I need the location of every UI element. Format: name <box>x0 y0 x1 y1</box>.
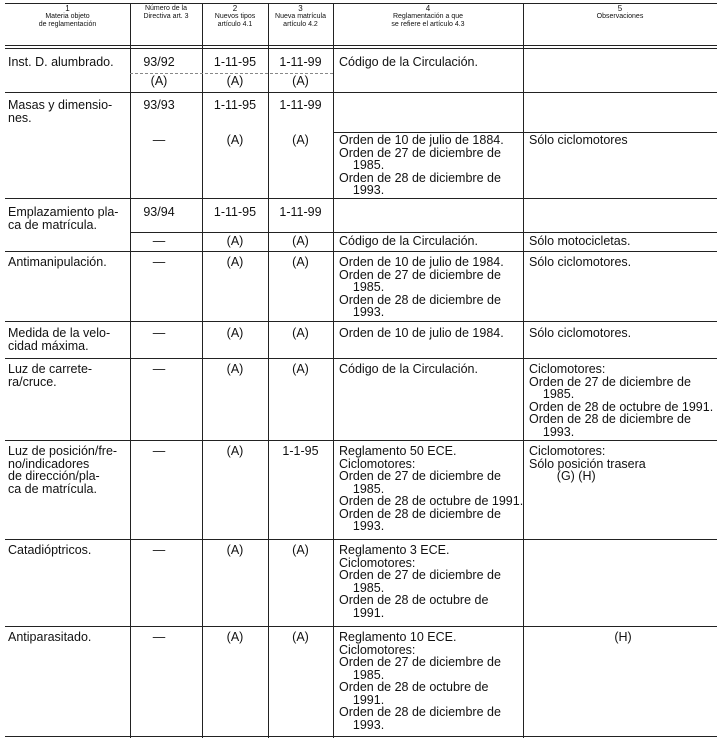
regulation-line: Orden de 10 de julio de 1984. <box>339 255 504 269</box>
header-cell <box>268 5 333 29</box>
regulation-line: 1985. <box>339 667 385 682</box>
header-line-2: se refiere el artículo 4.3 <box>391 21 465 28</box>
regulation-line: Orden de 28 de octubre de 1991. <box>339 494 524 508</box>
directiva-number: — <box>152 234 166 248</box>
regulation-line: Código de la Circulación. <box>339 362 478 376</box>
regulation-line: Orden de 28 de octubre de <box>339 593 489 607</box>
new-registration-date: 1-11-99 <box>279 55 322 69</box>
regulation-line: Orden de 27 de diciembre de <box>339 469 501 483</box>
row-bottom-rule <box>5 198 717 199</box>
row-bottom-rule <box>5 251 717 252</box>
header-cell <box>202 5 268 29</box>
regulation-line: Orden de 27 de diciembre de <box>339 655 501 669</box>
new-registration-date: 1-11-99 <box>279 98 322 112</box>
observation-line: Sólo ciclomotores. <box>529 255 632 269</box>
regulation-line: 1985. <box>339 280 385 294</box>
header-line-2: artículo 4.2 <box>283 21 318 28</box>
new-types-date: 1-11-95 <box>213 205 257 219</box>
column-rule <box>333 3 334 738</box>
header-cell <box>333 5 523 29</box>
directiva-number: 93/92 <box>143 55 175 69</box>
new-types-date: (A) <box>226 630 244 644</box>
header-line-2: artículo 4.1 <box>217 21 253 28</box>
regulation-line: 1993. <box>339 183 385 197</box>
materia-text: nes. <box>8 110 32 125</box>
regulation-line: Orden de 28 de octubre de <box>339 680 489 694</box>
header-line-1: Nuevos tipos <box>214 13 256 20</box>
header-bottom-rule <box>5 45 717 46</box>
new-registration-date: 1-11-99 <box>279 205 322 219</box>
row-bottom-rule <box>5 736 717 737</box>
header-line-1: Materia objeto <box>45 13 90 20</box>
materia-text: Antiparasitado. <box>8 630 92 644</box>
observation-line: Ciclomotores: <box>529 444 606 458</box>
materia-text: cidad máxima. <box>8 338 89 353</box>
new-types-date: (A) <box>226 444 244 458</box>
observation-line: Orden de 28 de octubre de 1991. <box>529 399 714 414</box>
regulation-line: Orden de 28 de diciembre de <box>339 170 501 185</box>
regulation-table <box>5 3 717 738</box>
column-rule <box>523 3 524 738</box>
new-types-date: (A) <box>226 326 244 340</box>
directiva-number: — <box>152 133 166 147</box>
regulation-line: 1985. <box>339 158 385 172</box>
materia-text: Inst. D. alumbrado. <box>8 55 114 69</box>
observation-line: 1985. <box>529 387 575 401</box>
new-registration-date: (A) <box>292 326 309 340</box>
observation-line: Sólo ciclomotores. <box>529 326 632 340</box>
regulation-line: Ciclomotores: <box>339 555 416 570</box>
header-double-rule <box>5 48 717 49</box>
regulation-line: Reglamento 10 ECE. <box>339 630 457 644</box>
regulation-line: Orden de 27 de diciembre de <box>339 267 501 282</box>
new-registration-date: (A) <box>292 234 309 248</box>
new-registration-date: (A) <box>292 133 309 147</box>
regulation-line: Ciclomotores: <box>339 642 416 657</box>
materia-text: Emplazamiento pla- <box>8 205 119 219</box>
directiva-number: 93/94 <box>143 205 175 219</box>
regulation-line: Reglamento 50 ECE. <box>339 444 457 458</box>
observation-line: 1993. <box>529 424 575 439</box>
header-number: 3 <box>298 4 303 13</box>
materia-text: Luz de posición/fre- <box>8 444 118 458</box>
regulation-line: Orden de 10 de julio de 1884. <box>339 133 504 147</box>
new-types-date: (A) <box>226 74 244 88</box>
header-line-1: Reglamentación a que <box>392 13 464 20</box>
header-number: 4 <box>425 4 431 13</box>
regulation-line: 1985. <box>339 481 385 496</box>
subrow-rule <box>333 132 717 133</box>
header-number: 1 <box>65 4 70 13</box>
observation-line: Orden de 27 de diciembre de <box>529 374 691 389</box>
row-bottom-rule <box>5 539 717 540</box>
new-registration-date: (A) <box>292 255 309 269</box>
new-types-date: 1-11-95 <box>213 98 257 112</box>
header-line-2: Directiva art. 3 <box>143 13 189 20</box>
header-number: 5 <box>617 4 623 13</box>
regulation-line: Orden de 27 de diciembre de <box>339 568 501 582</box>
regulation-line: Orden de 27 de diciembre de <box>339 145 501 160</box>
observation-line: Sólo ciclomotores <box>529 133 628 147</box>
directiva-number: (A) <box>150 74 168 88</box>
materia-text: Medida de la velo- <box>8 326 111 340</box>
new-registration-date: (A) <box>292 543 309 557</box>
materia-text: no/indicadores <box>8 456 90 471</box>
materia-text: de dirección/pla- <box>8 469 100 483</box>
directiva-number: — <box>152 326 166 340</box>
regulation-line: 1991. <box>339 605 385 620</box>
materia-text: Luz de carrete- <box>8 362 93 376</box>
table-top-rule <box>5 3 717 4</box>
regulation-line: Reglamento 3 ECE. <box>339 543 450 557</box>
new-registration-date: 1-1-95 <box>282 444 319 458</box>
header-line-1: Número de la <box>144 5 188 12</box>
regulation-line: Orden de 28 de diciembre de <box>339 705 501 719</box>
observation-line: (H) <box>614 630 632 644</box>
regulation-line: 1991. <box>339 692 385 707</box>
row-bottom-rule <box>5 626 717 627</box>
row-bottom-rule <box>5 321 717 322</box>
observation-line: (G) (H) <box>529 469 596 483</box>
row-bottom-rule <box>5 440 717 441</box>
subrow-rule <box>130 73 333 74</box>
materia-text: ca de matrícula. <box>8 481 97 496</box>
header-line-1: Nueva matrícula <box>275 13 326 20</box>
header-cell <box>523 5 717 21</box>
observation-line: Ciclomotores: <box>529 362 606 376</box>
observation-line: Orden de 28 de diciembre de <box>529 412 691 426</box>
directiva-number: — <box>152 255 166 269</box>
regulation-line: Orden de 28 de diciembre de <box>339 292 501 307</box>
regulation-line: 1985. <box>339 580 385 595</box>
observation-line: Sólo motocicletas. <box>529 234 631 248</box>
new-registration-date: (A) <box>292 74 309 88</box>
header-cell <box>5 5 130 29</box>
materia-text: Masas y dimensio- <box>8 98 113 112</box>
header-line-1: Observaciones <box>596 13 644 20</box>
row-bottom-rule <box>5 358 717 359</box>
header-cell <box>130 5 202 21</box>
regulation-line: 1993. <box>339 519 385 533</box>
new-types-date: 1-11-95 <box>213 55 257 69</box>
regulation-line: 1993. <box>339 717 385 732</box>
header-number: 2 <box>232 4 238 13</box>
new-registration-date: (A) <box>292 362 309 376</box>
directiva-number: 93/93 <box>143 98 175 112</box>
regulation-line: 1993. <box>339 305 385 319</box>
materia-text: ra/cruce. <box>8 374 57 389</box>
new-types-date: (A) <box>226 255 244 269</box>
materia-text: Catadióptricos. <box>8 543 92 557</box>
regulation-line: Orden de 10 de julio de 1984. <box>339 326 504 340</box>
regulation-line: Orden de 28 de diciembre de <box>339 506 501 521</box>
directiva-number: — <box>152 444 166 458</box>
regulation-line: Código de la Circulación. <box>339 234 478 248</box>
new-types-date: (A) <box>226 362 244 376</box>
header-line-2: de reglamentación <box>38 21 97 28</box>
new-types-date: (A) <box>226 133 244 147</box>
regulation-line: Código de la Circulación. <box>339 55 478 69</box>
regulation-line: Ciclomotores: <box>339 456 416 471</box>
directiva-number: — <box>152 630 166 644</box>
materia-text: ca de matrícula. <box>8 217 97 232</box>
materia-text: Antimanipulación. <box>8 255 107 269</box>
directiva-number: — <box>152 362 166 376</box>
observation-line: Sólo posición trasera <box>529 456 646 471</box>
new-types-date: (A) <box>226 543 244 557</box>
directiva-number: — <box>152 543 166 557</box>
new-types-date: (A) <box>226 234 244 248</box>
subrow-rule <box>130 232 717 233</box>
row-bottom-rule <box>5 92 717 93</box>
new-registration-date: (A) <box>292 630 309 644</box>
